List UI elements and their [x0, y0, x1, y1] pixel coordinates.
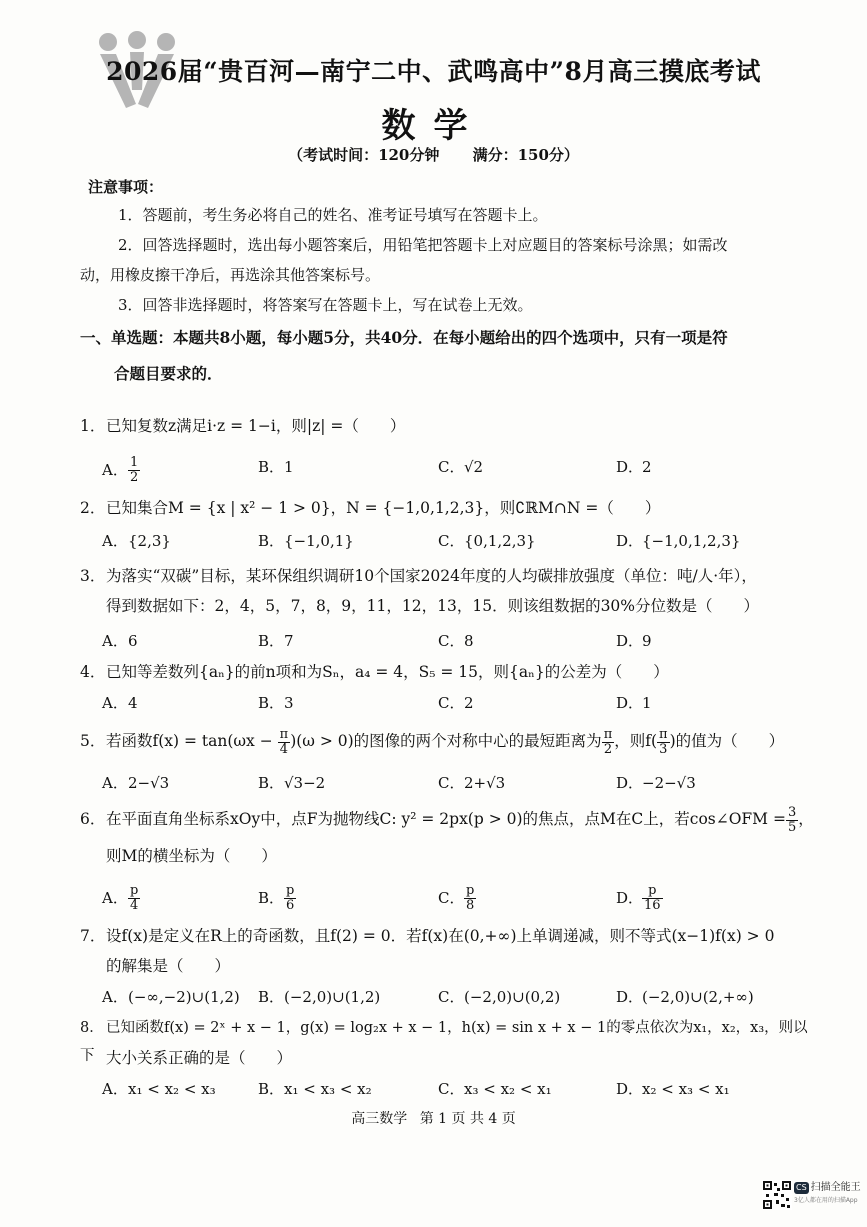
option-b: B．1 [258, 458, 294, 476]
question-8-cont: 大小关系正确的是（ ） [106, 1049, 293, 1067]
option-d: D．{−1,0,1,2,3} [616, 532, 741, 550]
question-2: 2．已知集合M = {x | x² − 1 > 0}，N = {−1,0,1,2,3}，则∁ℝM∩N =（ ） [80, 499, 661, 517]
question-stem: 为落实“双碳”目标，某环保组织调研10个国家2024年度的人均碳排放强度（单位：吨/人·年）， [106, 567, 757, 585]
scanner-sub: 3亿人都在用的扫描App [794, 1197, 858, 1204]
notice-item-2-cont: 动，用橡皮擦干净后，再选涂其他答案标号。 [80, 266, 381, 284]
option-d: D．−2−√3 [616, 774, 696, 792]
scanner-watermark [794, 1182, 861, 1207]
section-heading: 一、单选题：本题共8小题，每小题5分，共40分．在每小题给出的四个选项中，只有一项是符 合题目要求的． [80, 328, 728, 383]
subject-title: 数学 [381, 106, 486, 146]
option-c: C．√2 [438, 458, 484, 476]
option-d: D．1 [616, 694, 652, 712]
notice-item-2: 2．回答选择题时，选出每小题答案后，用铅笔把答题卡上对应题目的答案标号涂黑；如需改 [118, 236, 728, 254]
footer-subject: 高三数学 [351, 1111, 408, 1127]
option-c: C． $\frac{p}{8}$ [438, 883, 475, 913]
scanner-badge-icon: CS [796, 1183, 807, 1192]
question-7: 7．设f(x)是定义在R上的奇函数，且f(2) = 0．若f(x)在(0,+∞)上单调递减，则不等式(x−1)f(x) > 0 [80, 927, 775, 945]
option-a: A．(−∞,−2)∪(1,2) [102, 988, 240, 1006]
exam-score: 满分：150分） [472, 146, 579, 164]
question-stem: 已知集合M = {x | x² − 1 > 0}，N = {−1,0,1,2,3}，则∁ℝM∩N =（ ） [106, 499, 661, 517]
option-a: A． $\frac{p}{4}$ [102, 883, 139, 913]
option-a: A． $\frac{1}{2}$ [102, 455, 139, 485]
option-c: C．(−2,0)∪(0,2) [438, 988, 561, 1006]
option-c: C．{0,1,2,3} [438, 532, 536, 550]
question-3-cont: 得到数据如下：2，4，5，7，8，9，11，12，13，15．则该组数据的30%分位数是（ ） [106, 597, 760, 615]
question-stem: 已知函数f(x) = 2ˣ + x − 1，g(x) = log₂x + x − 1，h(x) = sin x + x − 1的零点依次为x₁，x₂，x₃，则以下 [80, 1020, 808, 1064]
options-2 [102, 530, 822, 560]
fraction: $\frac{\pi}{3}$ [659, 726, 668, 757]
question-3: 3．为落实“双碳”目标，某环保组织调研10个国家2024年度的人均碳排放强度（单位：吨/人·年）， [80, 567, 757, 585]
options-1 [102, 456, 822, 486]
fraction: $\frac{\pi}{4}$ [279, 726, 289, 757]
page-footer [0, 1108, 867, 1128]
options-3 [102, 630, 822, 660]
options-4 [102, 692, 822, 722]
notice-title: 注意事项： [88, 178, 164, 196]
option-d: D． $\frac{p}{16}$ [616, 883, 661, 913]
fraction: $\frac{3}{5}$ [787, 804, 797, 835]
question-stem: 设f(x)是定义在R上的奇函数，且f(2) = 0．若f(x)在(0,+∞)上单调递减，则不等式(x−1)f(x) > 0 [106, 927, 775, 945]
option-d: D．9 [616, 632, 652, 650]
option-c: C．2+√3 [438, 774, 506, 792]
exam-title: 2026届“贵百河—南宁二中、武鸣高中”8月高三摸底考试 [106, 57, 761, 86]
option-c: C．x₃ < x₂ < x₁ [438, 1080, 552, 1098]
question-6-cont: 则M的横坐标为（ ） [106, 847, 277, 865]
option-d: D．2 [616, 458, 652, 476]
question-5: 5．若函数f(x) = tan(ωx − $\frac{\pi}{4}$ )(ω > 0)的图像的两个对称中心的最短距离为 $\frac{\pi}{2}$ ，则f( $\frac{\pi}{3}$ )的值为（ ） [80, 726, 785, 757]
scanner-label: 扫描全能王 [810, 1182, 861, 1193]
question-7-cont: 的解集是（ ） [106, 957, 231, 975]
footer-page: 第 1 页 共 4 页 [419, 1111, 516, 1127]
exam-time: （考试时间：120分钟 [288, 146, 440, 164]
option-a: A．4 [102, 694, 138, 712]
option-b: B．{−1,0,1} [258, 532, 354, 550]
option-d: D．(−2,0)∪(2,+∞) [616, 988, 754, 1006]
fraction: $\frac{\pi}{2}$ [603, 726, 613, 757]
question-8: 8． 已知函数f(x) = 2ˣ + x − 1，g(x) = log₂x + x − 1，h(x) = sin x + x − 1的零点依次为x₁，x₂，x₃，则以下 [80, 1020, 808, 1064]
options-8 [102, 1078, 822, 1108]
option-c: C．2 [438, 694, 474, 712]
question-stem: 已知复数z满足i·z = 1−i，则|z| =（ ） [106, 417, 406, 435]
question-4: 4．已知等差数列{aₙ}的前n项和为Sₙ，a₄ = 4，S₅ = 15，则{aₙ}的公差为（ ） [80, 663, 669, 681]
option-b: B．3 [258, 694, 294, 712]
option-b: B．√3−2 [258, 774, 326, 792]
question-1: 1．已知复数z满足i·z = 1−i，则|z| =（ ） [80, 417, 406, 435]
exam-info [0, 144, 867, 165]
question-6: 6．在平面直角坐标系xOy中，点F为抛物线C: y² = 2px(p > 0)的焦点，点M在C上，若cos∠OFM = $\frac{3}{5}$ ， [80, 804, 814, 835]
option-a: A．{2,3} [102, 532, 171, 550]
option-a: A．6 [102, 632, 138, 650]
notice-item-1: 1．答题前，考生务必将自己的姓名、准考证号填写在答题卡上。 [118, 206, 548, 224]
options-7 [102, 986, 822, 1016]
options-6 [102, 884, 822, 914]
options-5 [102, 772, 822, 802]
option-b: B． $\frac{p}{6}$ [258, 883, 295, 913]
option-a: A．2−√3 [102, 774, 170, 792]
option-a: A．x₁ < x₂ < x₃ [102, 1080, 216, 1098]
option-b: B．x₁ < x₃ < x₂ [258, 1080, 372, 1098]
option-b: B．7 [258, 632, 294, 650]
qr-code-icon [762, 1180, 792, 1210]
option-d: D．x₂ < x₃ < x₁ [616, 1080, 730, 1098]
question-stem: 已知等差数列{aₙ}的前n项和为Sₙ，a₄ = 4，S₅ = 15，则{aₙ}的公差为（ ） [106, 663, 669, 681]
option-c: C．8 [438, 632, 474, 650]
notice-item-3: 3．回答非选择题时，将答案写在答题卡上，写在试卷上无效。 [118, 296, 533, 314]
option-b: B．(−2,0)∪(1,2) [258, 988, 381, 1006]
